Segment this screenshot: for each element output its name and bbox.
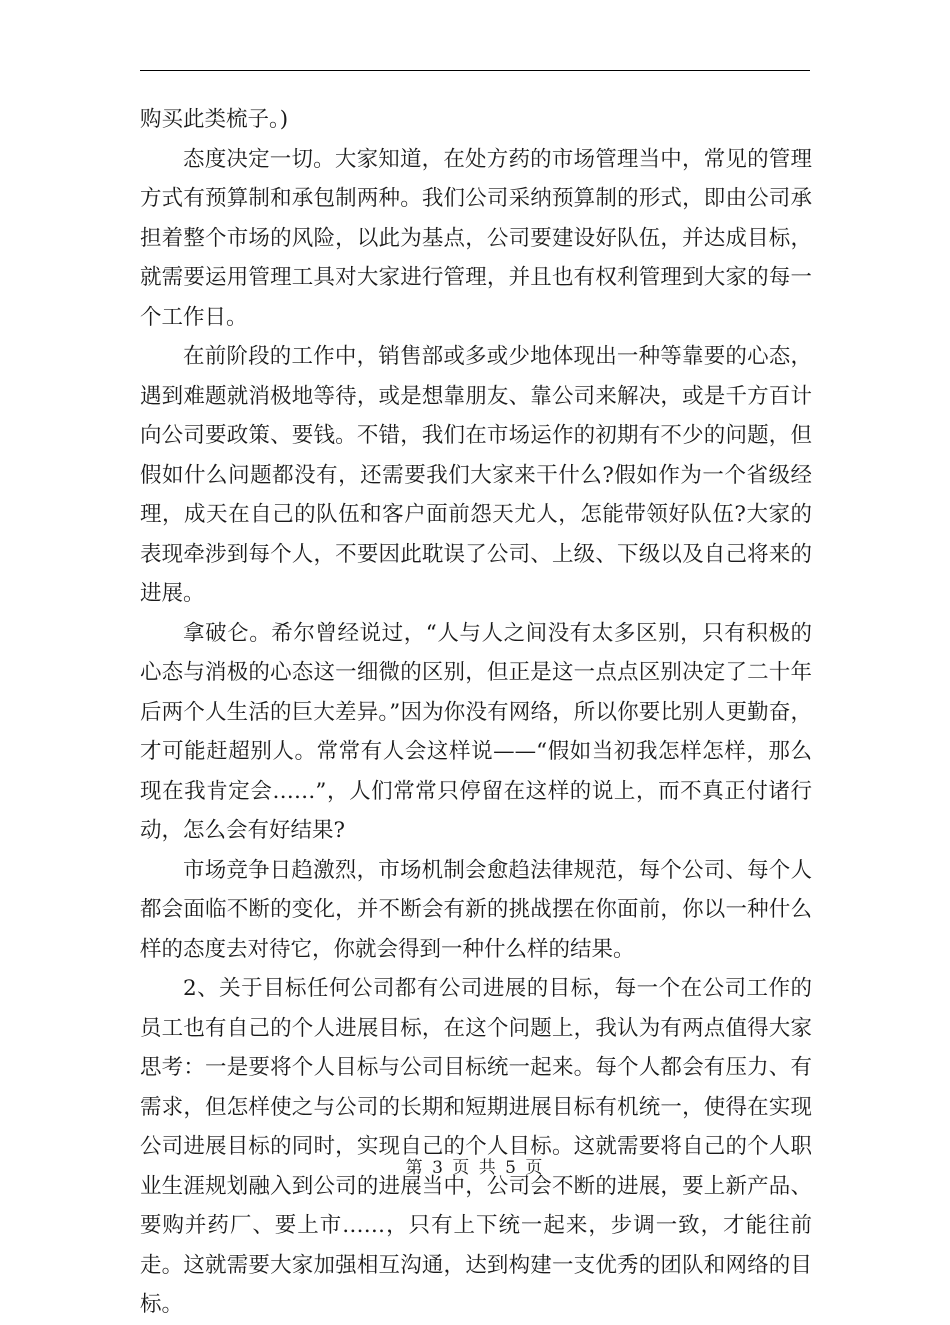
body-text	[140, 100, 812, 1325]
paragraph: 在前阶段的工作中，销售部或多或少地体现出一种等靠要的心态，遇到难题就消极地等待，或是想靠朋友、靠公司来解决，或是千方百计向公司要政策、要钱。不错，我们在市场运作的初期有不少的问题，但假如什么问题都没有，还需要我们大家来干什么?假如作为一个省级经理，成天在自己的队伍和客户面前怨天尤人，怎能带领好队伍?大家的表现牵涉到每个人，不要因此耽误了公司、上级、下级以及自己将来的进展。	[140, 344, 812, 606]
paragraph: 购买此类梳子。)	[140, 107, 289, 132]
paragraph: 市场竞争日趋激烈，市场机制会愈趋法律规范，每个公司、每个人都会面临不断的变化，并不断会有新的挑战摆在你面前，你以一种什么样的态度去对待它，你就会得到一种什么样的结果。	[140, 857, 812, 962]
paragraph: 拿破仑。希尔曾经说过，“人与人之间没有太多区别，只有积极的心态与消极的心态这一细微的区别，但正是这一点点区别决定了二十年后两个人生活的巨大差异。”因为你没有网络，所以你要比别人更勤奋，才可能赶超别人。常常有人会这样说——“假如当初我怎样怎样，那么现在我肯定会……”，人们常常只停留在这样的说上，而不真正付诸行动，怎么会有好结果?	[140, 620, 812, 843]
paragraph: 2、关于目标任何公司都有公司进展的目标，每一个在公司工作的员工也有自己的个人进展目标，在这个问题上，我认为有两点值得大家思考：一是要将个人目标与公司目标统一起来。每个人都会有压力、有需求，但怎样使之与公司的长期和短期进展目标有机统一，使得在实现公司进展目标的同时，实现自己的个人目标。这就需要将自己的个人职业生涯规划融入到公司的进展当中，公司会不断的进展，要上新产品、要购并药厂、要上市……，只有上下统一起来，步调一致，才能往前走。这就需要大家加强相互沟通，达到构建一支优秀的团队和网络的目标。	[140, 976, 812, 1317]
page-number: 第 3 页 共 5 页	[405, 1158, 545, 1178]
paragraph: 态度决定一切。大家知道，在处方药的市场管理当中，常见的管理方式有预算制和承包制两种。我们公司采纳预算制的形式，即由公司承担着整个市场的风险，以此为基点，公司要建设好队伍，并达成目标，就需要运用管理工具对大家进行管理，并且也有权利管理到大家的每一个工作日。	[140, 146, 812, 330]
header-rule	[140, 70, 810, 71]
